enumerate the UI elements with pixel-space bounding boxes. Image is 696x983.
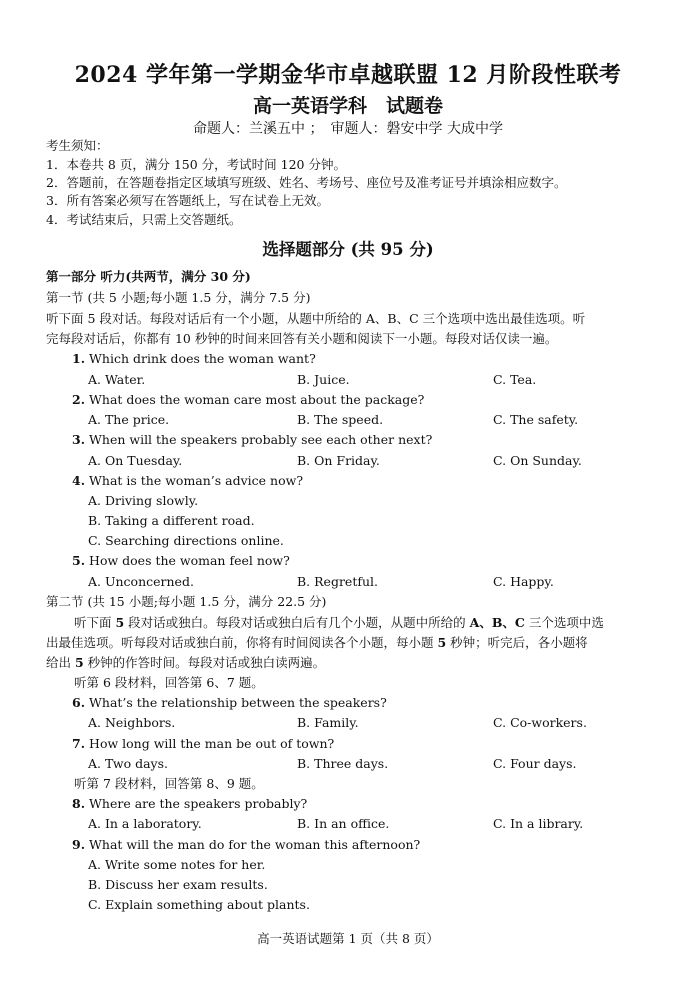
question-1: 1. Which drink does the woman want? xyxy=(72,351,316,366)
option-a: A. Write some notes for her. xyxy=(88,857,266,872)
question-5: 5. How does the woman feel now? xyxy=(72,553,290,568)
material-7-note: 听第 7 段材料，回答第 8、9 题。 xyxy=(74,776,264,791)
question-3: 3. When will the speakers probably see each other next? xyxy=(72,432,433,447)
notice-item: 2．答题前，在答题卷指定区域填写班级、姓名、考场号、座位号及准考证号并填涂相应数字。 xyxy=(46,175,567,190)
notice-heading: 考生须知： xyxy=(46,138,109,153)
sec2-instructions: 出最佳选项。听每段对话或独白前，你将有时间阅读各个小题，每小题 5 秒钟；听完后，各小题将 xyxy=(46,635,588,650)
option-a: A. Water. xyxy=(88,372,146,387)
notice-item: 3．所有答案必须写在答题纸上，写在试卷上无效。 xyxy=(46,193,329,208)
option-b: B. Discuss her exam results. xyxy=(88,877,268,892)
option-c: C. Co-workers. xyxy=(493,715,587,730)
option-c: C. In a library. xyxy=(493,816,584,831)
option-a: A. Neighbors. xyxy=(88,715,176,730)
part1-title: 第一部分 听力(共两节，满分 30 分) xyxy=(46,269,251,284)
option-c: C. The safety. xyxy=(493,412,579,427)
notice-item: 1．本卷共 8 页，满分 150 分，考试时间 120 分钟。 xyxy=(46,157,346,172)
option-b: B. Taking a different road. xyxy=(88,513,255,528)
sec2-instructions: 听下面 5 段对话或独白。每段对话或独白后有几个小题，从题中所给的 A、B、C 三个选项中选 xyxy=(74,615,604,630)
option-a: A. Driving slowly. xyxy=(88,493,199,508)
option-c: C. Tea. xyxy=(493,372,537,387)
exam-title: 2024 学年第一学期金华市卓越联盟 12 月阶段性联考 xyxy=(74,62,622,88)
option-b: B. Three days. xyxy=(297,756,389,771)
option-a: A. In a laboratory. xyxy=(88,816,202,831)
option-b: B. The speed. xyxy=(297,412,384,427)
option-b: B. Family. xyxy=(297,715,359,730)
option-a: A. On Tuesday. xyxy=(88,453,183,468)
sec2-title: 第二节 (共 15 小题;每小题 1.5 分，满分 22.5 分) xyxy=(46,594,327,609)
option-b: B. Juice. xyxy=(297,372,350,387)
option-c: C. On Sunday. xyxy=(493,453,582,468)
question-8: 8. Where are the speakers probably? xyxy=(72,796,308,811)
section-title: 选择题部分 (共 95 分) xyxy=(262,240,434,259)
option-c: C. Happy. xyxy=(493,574,554,589)
question-9: 9. What will the man do for the woman this afternoon? xyxy=(72,837,421,852)
question-4: 4. What is the woman’s advice now? xyxy=(72,473,304,488)
option-a: A. Unconcerned. xyxy=(88,574,194,589)
notice-item: 4．考试结束后，只需上交答题纸。 xyxy=(46,212,242,227)
option-b: B. In an office. xyxy=(297,816,390,831)
question-7: 7. How long will the man be out of town? xyxy=(72,736,335,751)
option-c: C. Four days. xyxy=(493,756,577,771)
option-b: B. Regretful. xyxy=(297,574,378,589)
question-6: 6. What’s the relationship between the speakers? xyxy=(72,695,387,710)
option-c: C. Explain something about plants. xyxy=(88,897,310,912)
sec1-title: 第一节 (共 5 小题;每小题 1.5 分，满分 7.5 分) xyxy=(46,290,311,305)
question-2: 2. What does the woman care most about the package? xyxy=(72,392,425,407)
exam-subtitle: 高一英语学科 试题卷 xyxy=(252,95,443,117)
sec1-instructions: 听下面 5 段对话。每段对话后有一个小题，从题中所给的 A、B、C 三个选项中选出最佳选项。听 xyxy=(46,311,586,326)
page-footer: 高一英语试题第 1 页（共 8 页） xyxy=(257,931,439,946)
exam-authors: 命题人：兰溪五中 ； 审题人：磐安中学 大成中学 xyxy=(193,121,503,137)
option-a: A. The price. xyxy=(88,412,170,427)
sec1-instructions: 完每段对话后，你都有 10 秒钟的时间来回答有关小题和阅读下一小题。每段对话仅读一遍。 xyxy=(46,331,558,346)
option-b: B. On Friday. xyxy=(297,453,380,468)
option-a: A. Two days. xyxy=(88,756,168,771)
material-6-note: 听第 6 段材料，回答第 6、7 题。 xyxy=(74,675,264,690)
option-c: C. Searching directions online. xyxy=(88,533,284,548)
sec2-instructions: 给出 5 秒钟的作答时间。每段对话或独白读两遍。 xyxy=(46,655,326,670)
